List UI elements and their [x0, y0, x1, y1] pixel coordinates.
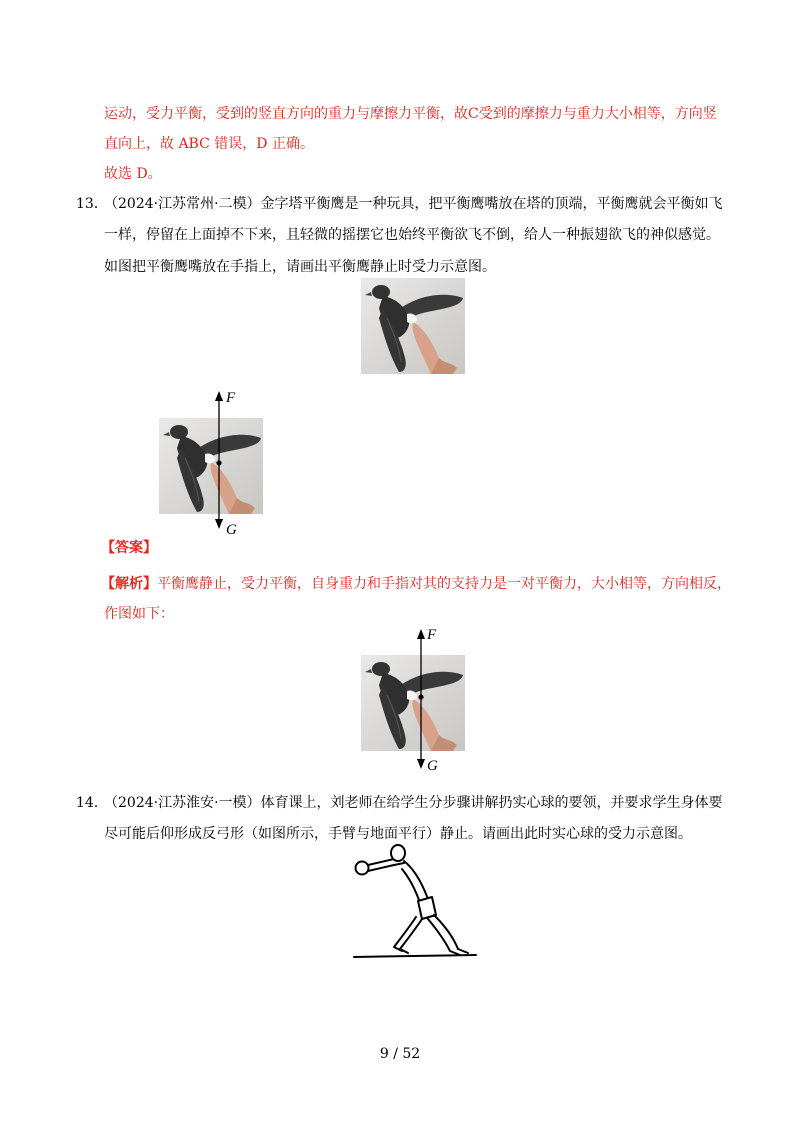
force-arrow-up-icon — [215, 391, 223, 401]
analysis-line-1 — [101, 573, 731, 593]
question-14-line-1: （2024·江苏淮安·一模）体育课上，刘老师在给学生分步骤讲解扔实心球的要领，并要求学生身体要 — [104, 795, 723, 811]
question-13-line-1: （2024·江苏常州·二模）金字塔平衡鹰是一种玩具，把平衡鹰嘴放在塔的顶端，平衡鹰就会平衡如飞 — [104, 196, 723, 212]
analysis-text: 平衡鹰静止，受力平衡，自身重力和手指对其的支持力是一对平衡力，大小相等，方向相反， — [157, 576, 731, 592]
shot-put-ball — [356, 862, 369, 875]
eagle-force-diagram-2 — [361, 625, 471, 775]
eagle-question-image — [361, 278, 465, 374]
analysis-label: 【解析】 — [101, 576, 157, 592]
question-14-number: 14． — [76, 795, 108, 811]
force-label-f-2: F — [427, 627, 437, 643]
total-pages: 52 — [402, 1046, 421, 1062]
question-13-number: 13． — [76, 196, 108, 212]
prev-solution-line-1: 运动，受力平衡，受到的竖直方向的重力与摩擦力平衡，故C受到的摩擦力与重力大小相等，方向竖 — [104, 106, 717, 122]
action-point — [418, 694, 423, 699]
page-number — [0, 1046, 800, 1062]
force-label-g-1: G — [226, 522, 237, 538]
eagle-force-diagram-1 — [159, 385, 269, 540]
page-separator: / — [393, 1046, 398, 1062]
force-label-g-2: G — [427, 758, 438, 774]
ball-thrower-figure — [350, 843, 480, 965]
answer-label: 【答案】 — [101, 540, 157, 556]
force-arrow-up-icon — [417, 629, 425, 639]
force-label-f-1: F — [226, 390, 236, 406]
question-13-line-3: 如图把平衡鹰嘴放在手指上，请画出平衡鹰静止时受力示意图。 — [104, 259, 496, 275]
force-arrow-down-icon — [215, 519, 223, 529]
current-page: 9 — [379, 1046, 389, 1062]
question-13-line-2: 一样，停留在上面掉不下来，且轻微的摇摆它也始终平衡欲飞不倒，给人一种振翅欲飞的神似感觉。 — [104, 227, 720, 243]
prev-solution-line-3: 故选 D。 — [104, 166, 162, 182]
prev-solution-line-2: 直向上，故 ABC 错误，D 正确。 — [104, 136, 314, 152]
question-14-line-2: 尽可能后仰形成反弓形（如图所示，手臂与地面平行）静止。请画出此时实心球的受力示意图。 — [104, 826, 692, 842]
force-arrow-down-icon — [417, 759, 425, 769]
action-point — [216, 460, 221, 465]
analysis-line-2: 作图如下： — [104, 606, 174, 622]
